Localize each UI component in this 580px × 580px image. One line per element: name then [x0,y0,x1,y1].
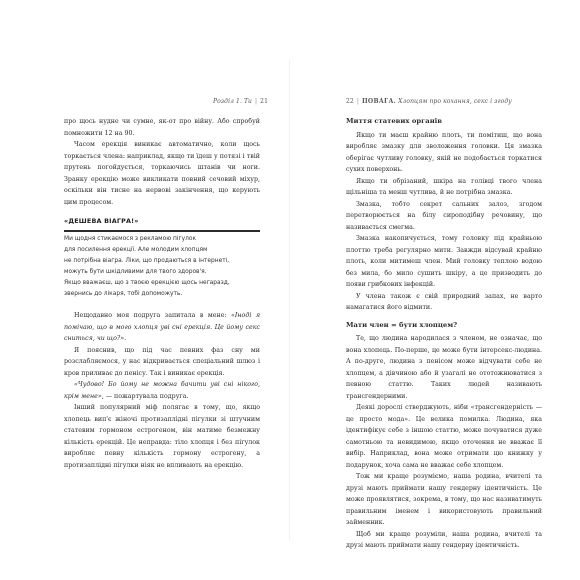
left-running-title: Розділ 1. Ти [212,98,253,105]
paragraph: Якщо ти маєш крайню плоть, ти помітиш, що вона виробляє змазку для зволоження головки. Ця змазка оберігає чутливу головку, якій не подобається торкатися сухих поверхонь. [346,131,542,173]
paragraph: Часом ерекція виникає автоматично, коли щось торкається члена: наприклад, якщо ти їдеш у потязі і твій прутень погойдується, торкаючись штанів чи ноги. Зранку ерекцію може викликати повний сечовий міхур, оскільки він тисне на нервові закінчення, що керують цим процесом. [64,141,260,206]
callout-line: Якщо вважаєш, що з твоєю ерекцією щось негаразд, [64,280,230,286]
right-page-number: 22 [346,98,354,105]
callout-body [64,230,260,300]
paragraph-text: Нещодавно моя подруга запитала в мене: [74,312,232,319]
right-chapter-title: ПОВАГА. [361,98,397,105]
paragraph: про щось нудне чи сумне, як-от про війну. Або спробуй помножити 12 на 90. [64,118,260,137]
left-page [64,116,260,556]
right-page [346,116,542,556]
paragraph: Змазка, тобто секрет сальних залоз, згодом перетворюється на білу сироподібну речовину, що називається смегма. [346,200,542,231]
paragraph: Якщо ти обрізаний, шкіра на голівці твого члена щільніша та менш чутлива, й не потрібна змазка. [346,177,542,196]
paragraph: Те, що людина народилася з членом, не означає, що вона хлопець. По-перше, це може бути інтерсекс-людина. А по-друге, людина з пенісом може відчувати себе не хлопцем, а дівчиною або й узагалі не ототожнюватися з певною статтю. Таких людей називають трансгендерними. [346,335,542,400]
callout-title: «ДЕШЕВА ВІАГРА!» [64,217,139,225]
paragraph [64,310,260,345]
paragraph-text: — пожартувала подруга. [103,392,189,400]
callout-line: звернись до лікаря, тобі допоможуть. [64,291,183,297]
callout-line: не потрібна віагра. Ліки, що продаються в інтернеті, [64,258,230,264]
gutter-divider [289,60,290,540]
paragraph: Змазка накопичується, тому головку під крайньою плоттю треба регулярно мити. Завжди відсувай крайню плоть, коли митимеш член. Мий головку теплою водою без мила, бо мило сушить шкіру, а це призводить до появи грибкових інфекцій. [346,235,542,288]
left-running-header: Розділ 1. Ти | 21 [212,98,268,105]
paragraph: Тож ми краще розуміємо, наша родина, вчителі та друзі мають приймати нашу гендерну ідентичність. Це може проявлятися, зокрема, в тому, що нас називатимуть правильним іменем і використовують правильний займенник. [346,473,542,526]
paragraph: Деякі дорослі стверджують, ніби «трансгендерність — це просто мода». Це велика помилка. Людина, яка ідентифікує себе з іншою статтю, може почуватися дуже самотньою та невидимою, якщо оточення не вважає її вибір. Наприклад, вона може отримати цю книжку у подарунок, хоча сама не вважає себе хлопцем. [346,404,542,469]
paragraph [64,379,260,402]
callout-line: для посилення ерекції. Але молодим хлопцям [64,247,208,253]
paragraph: Щоб ми краще розуміли, наша родина, вчителі та друзі мають приймати нашу гендерну ідентичність. [346,530,542,549]
paragraph: У члена також є свій природний запах, не варто намагатися його відмити. [346,292,542,311]
callout-box [64,216,260,300]
section-washing [346,116,542,314]
quote-text: «Чудово! Бо йому не можна бачити уві сні нікого, крім мене», [64,381,260,400]
left-page-number: 21 [260,98,268,105]
right-running-header: 22 | ПОВАГА. Хлопцям про кохання, секс і згоду [346,98,512,105]
quote-text: «Іноді я помічаю, що в мого хлопця уві сні ерекція. Це йому секс сниться, чи що?». [64,312,260,342]
paragraph: Інший популярний міф полягає в тому, що, якщо хлопець вип'є жіночі протизаплідні пігулки зі штучним статевим гормоном естрогеном, він матиме безмежну кількість ерекцій. Це неправда: тіло хлопця і без пігулок виробляє певну кількість гормону естрогену, а протизаплідні пігулки ніяк не впливають на ерекцію. [64,404,260,469]
section-heading: Миття статевих органів [346,117,442,125]
callout-line: Ми щодня стикаємося з рекламою пігулок [64,236,197,242]
right-chapter-subtitle: Хлопцям про кохання, секс і згоду [398,98,512,105]
paragraph: Я пояснив, що під час певних фаз сну ми розслабляємося, у нас відкривається спеціальний шлюз і кров приливає до пенісу. Так і виникає ерекція. [64,346,260,377]
callout-line: можуть бути шкідливими для твого здоров'я. [64,269,207,275]
section-gender [346,320,542,552]
section-heading: Мати член = бути хлопцем? [346,320,458,329]
